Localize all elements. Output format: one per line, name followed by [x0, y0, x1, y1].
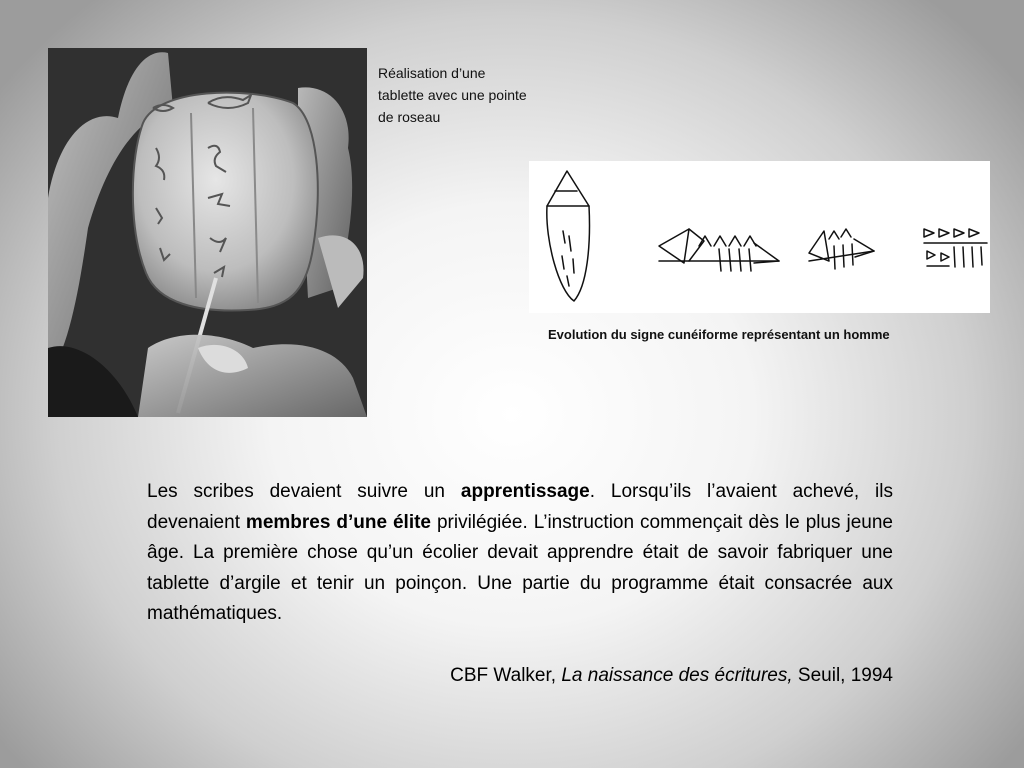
pictograph-stage-3: [809, 229, 874, 269]
citation-title: La naissance des écritures,: [561, 665, 793, 686]
body-text-part-3: privilégiée. L’instruction commençait dès le plus jeune âge. La première chose qu’un écolier devait apprendre était de savoir fabriquer une tablette d’argile et tenir un poinçon. Une partie du programme était consacrée aux mathématiques.: [147, 511, 893, 624]
bold-apprentissage: apprentissage: [460, 481, 590, 502]
body-paragraph: [147, 477, 893, 630]
citation-author: CBF Walker,: [450, 665, 562, 686]
pictograph-stage-4: [924, 229, 987, 267]
citation: [147, 661, 893, 691]
evolution-caption: Evolution du signe cunéiforme représentant un homme: [548, 327, 890, 342]
pictograph-stage-2: [659, 229, 779, 271]
body-text-part-2: . Lorsqu’ils l’avaient achevé, ils devenaient: [147, 481, 893, 533]
bold-membres-elite: membres d’une élite: [245, 511, 431, 533]
pictograph-stage-1: [547, 171, 590, 301]
cuneiform-evolution-figure: [529, 161, 990, 313]
body-text-part-1: Les scribes devaient suivre un: [147, 481, 461, 502]
clay-tablet-photo: [48, 48, 367, 417]
citation-publisher: Seuil, 1994: [792, 665, 893, 686]
photo-caption: Réalisation d’une tablette avec une pointe de roseau: [378, 65, 527, 125]
